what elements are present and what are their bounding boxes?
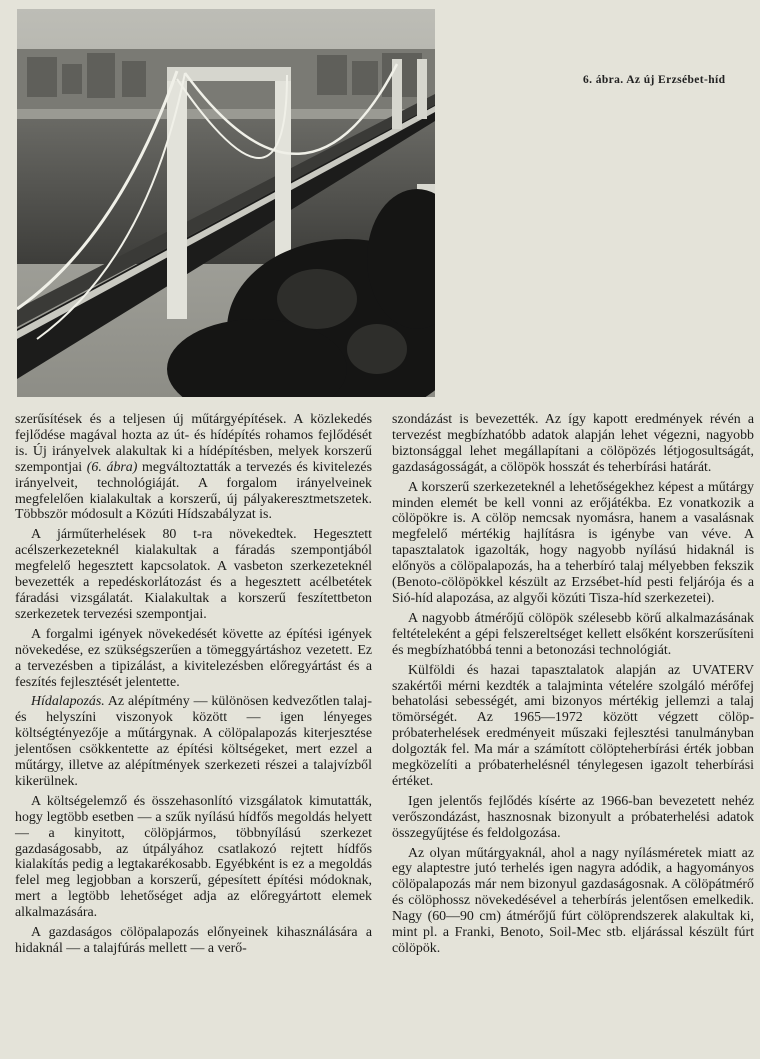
paragraph: Hídalapozás. Az alépítmény — különösen kedvezőtlen talaj- és helyszíni viszonyok között — igen lényeges költségtényezője a műtárgynak. A cölöpalapozás kiterjesztése jelentősen csökkentette az építési költségeket, mert ezzel a műtárgy, illetve az alépítmények szerkezeti részei a talajvízből kikerülnek. [15, 694, 372, 789]
paragraph: szondázást is bevezették. Az így kapott eredmények révén a tervezést megbízhatóbb adatok alapján lehet végezni, nagyobb biztonsággal lehet megállapítani a cölöpözés létjogosultságát, gazdaságosságát, a cölöpök hosszát és teherbírási határát. [392, 412, 754, 475]
paragraph: A gazdaságos cölöpalapozás előnyeinek kihasználására a hidaknál — a talajfúrás mellett — a verő- [15, 925, 372, 956]
paragraph: A korszerű szerkezeteknél a lehetőségekhez képest a műtárgy minden elemét be kell vonni az erőjátékba. Ez vonatkozik a cölöpökre is. A cölöp nemcsak nyomásra, hanem a vasalásnak megfelelő mértékig hajlításra is igénybe van véve. A tapasztalatok igazolták, hogy nagyobb nyílású hidaknál is előnyös a cölöpalapozás, ha a teherbíró talaj mélyebben fekszik (Benoto-cölöpökkel készült az Erzsébet-híd pesti feljárója és a Sió-híd alapozása, az algyői közúti Tisza-híd szerkezetei). [392, 479, 754, 606]
paragraph: szerűsítések és a teljesen új műtárgyépítések. A közlekedés fejlődése magával hozta az út- és hídépítés rohamos fejlődését is. Új irányelvek alakultak ki a hídépítésben, melyek korszerű szempontjai (6. ábra) megváltoztatták a tervezés és kivitelezés irányelveit, technológiáját. A forgalom irányelveinek megfelelően kialakultak a korszerű, új pályakeresztmetszetek. Többször módosult a Közúti Hídszabályzat is. [15, 412, 373, 523]
figure-reference: (6. ábra) [86, 459, 138, 475]
figure-caption: 6. ábra. Az új Erzsébet-híd [583, 74, 726, 86]
bridge-photo [17, 9, 435, 397]
paragraph: A költségelemző és összehasonlító vizsgálatok kimutatták, hogy legtöbb esetben — a szűk nyílású hídfős megoldás helyett — a kinyitott, cölöpjármos, többnyílású szerkezet gazdaságosabb, az útpályához csatlakozó rejtett hídfős kialakítás pedig a legtakarékosabb. Egyébként is ez a megoldás felel meg legjobban a korszerű, gépesített építési módoknak, mert a legtöbb lehetőséget adja az előregyártott elemek alkalmazására. [15, 793, 372, 921]
paragraph: Külföldi és hazai tapasztalatok alapján az UVATERV szakértői mérni kezdték a talajminta vételére szolgáló mérőfej behatolási sebességét, ami bizonyos mértékig jellemzi a talaj tömörségét. Az 1965—1972 között végzett cölöp-próbaterhelések eredményeit műszaki fejlesztési tanulmányban dolgozták fel. Ma már a számított cölöpteherbírási érték jobban megközelíti a próbaterhelésnél ténylegesen igazolt teherbírási értéket. [392, 662, 754, 789]
paragraph: A forgalmi igények növekedését követte az építési igények növekedése, ez szükségszerűen a tömeggyártáshoz vezetett. Ez a tervezésben a tipizálást, a kivitelezésben előregyártást és a feszítés fejlesztését jelentette. [15, 626, 372, 690]
right-text-column [392, 412, 754, 957]
paragraph: Az olyan műtárgyaknál, ahol a nagy nyílásméretek miatt az egy alaptestre jutó terhelés igen nagyra adódik, a hagyományos cölöpalapozás már nem bizonyul gazdaságosnak. A cölöpátmérő és cölöphossz növekedésével a teherbírás jelentősen emelkedik. Nagy (60—90 cm) átmérőjű fúrt cölöprendszerek alakultak ki, mint pl. a Franki, Benoto, Soil-Mec stb. eljárással készült fúrt cölöpök. [392, 845, 754, 956]
section-heading: Hídalapozás. [31, 694, 105, 710]
paragraph: Igen jelentős fejlődés kísérte az 1966-ban bevezetett nehéz verőszondázást, hasznosnak bizonyult a próbaterhelési adatok összegyűjtése és feldolgozása. [392, 793, 754, 841]
paragraph: A járműterhelések 80 t-ra növekedtek. Hegesztett acélszerkezeteknél kialakultak a fáradás szempontjából megfelelő hegesztett kapcsolatok. A vasbeton szerkezeteknél bevezették a repedéskorlátozást és a hegesztett acélbetétek fáradási vizsgálatát. Kialakultak a korszerű feszítettbeton szerkezetek tervezési szempontjai. [15, 527, 372, 622]
paragraph: A nagyobb átmérőjű cölöpök szélesebb körű alkalmazásának feltételeként a gépi felszereltséget kellett elsőként korszerűsíteni és megbízhatóbbá tenni a betonozási technológiát. [392, 610, 754, 658]
left-text-column [15, 412, 372, 957]
